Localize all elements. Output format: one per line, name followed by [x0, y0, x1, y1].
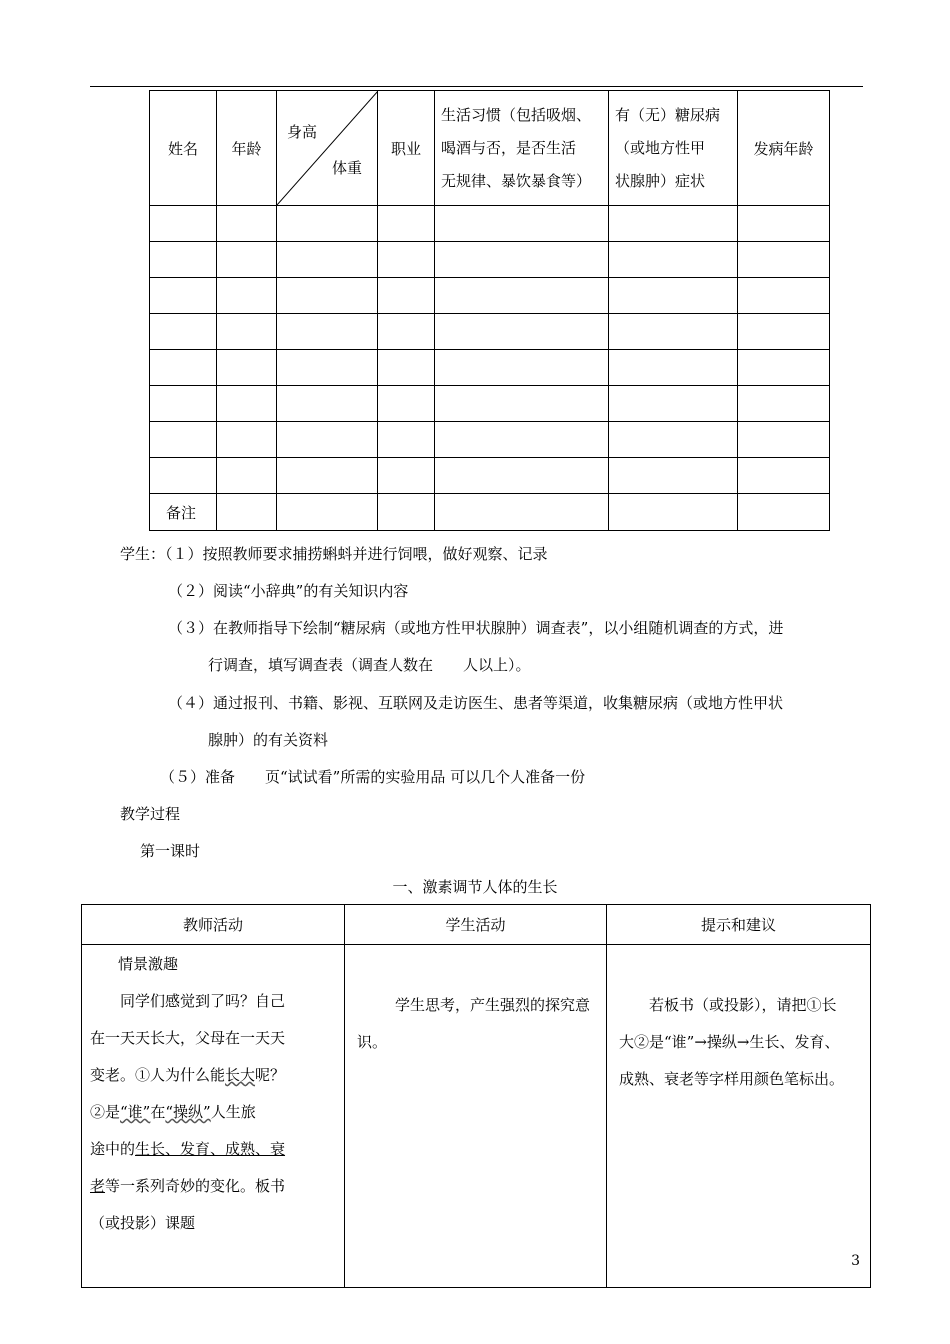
- header-hints: 提示和建议: [607, 905, 871, 945]
- survey-header-row: [150, 91, 830, 206]
- header-height-weight: [277, 91, 378, 206]
- teacher-heading: 情景激趣: [118, 955, 179, 973]
- table-row: [150, 314, 830, 350]
- header-habits-line: 无规律、暴饮暴食等）: [441, 171, 592, 190]
- teacher-text: 变老。①人为什么能长大呢？: [90, 1066, 286, 1084]
- header-job: 职业: [378, 91, 435, 206]
- activity-header-row: [82, 905, 871, 945]
- header-height: 身高: [287, 123, 318, 141]
- header-symptoms-line: （或地方性甲: [615, 138, 706, 157]
- header-rule: [90, 86, 863, 87]
- student-text: 学生思考，产生强烈的探究意: [395, 996, 591, 1014]
- lesson-title: 第一课时: [140, 842, 201, 860]
- table-row: [150, 242, 830, 278]
- header-name: 姓名: [150, 91, 217, 206]
- teacher-text: 在一天天长大，父母在一天天: [90, 1029, 286, 1047]
- student-prep-item-5: （５）准备 页“试试看”所需的实验用品 可以几个人准备一份: [160, 768, 586, 786]
- student-prep-item-3-cont: 行调查，填写调查表（调查人数在 人以上）。: [208, 656, 531, 674]
- student-prep-item-2: （２）阅读“小辞典”的有关知识内容: [168, 582, 409, 600]
- note-label: 备注: [150, 494, 217, 531]
- table-row: [150, 458, 830, 494]
- note-row: [150, 494, 830, 531]
- header-symptoms: [609, 91, 738, 206]
- section-title: 一、激素调节人体的生长: [392, 878, 558, 896]
- activity-table: [81, 904, 871, 1288]
- hint-text: 成熟、衰老等字样用颜色笔标出。: [619, 1070, 845, 1088]
- table-row: [150, 422, 830, 458]
- hint-text: 大②是“谁”→操纵→生长、发育、: [619, 1033, 840, 1051]
- process-title: 教学过程: [120, 805, 181, 823]
- header-teacher-activity: 教师活动: [82, 905, 345, 945]
- student-text: 识。: [357, 1033, 388, 1051]
- teacher-text: 同学们感觉到了吗？自己: [120, 992, 286, 1010]
- hint-cell: [607, 945, 871, 1288]
- student-prep-item-1: 学生：（１）按照教师要求捕捞蝌蚪并进行饲喂，做好观察、记录: [120, 545, 548, 563]
- header-habits-line: 喝酒与否，是否生活: [441, 138, 577, 157]
- page-number: 3: [851, 1253, 860, 1269]
- teacher-activity-cell: [82, 945, 345, 1288]
- header-symptoms-line: 状腺肿）症状: [615, 171, 706, 190]
- header-weight: 体重: [332, 159, 363, 177]
- student-prep-item-4: （４）通过报刊、书籍、影视、互联网及走访医生、患者等渠道，收集糖尿病（或地方性甲状: [168, 694, 784, 712]
- activity-body-row: [82, 945, 871, 1288]
- teacher-text: 老等一系列奇妙的变化。板书: [90, 1177, 286, 1195]
- student-activity-cell: [345, 945, 607, 1288]
- table-row: [150, 350, 830, 386]
- hint-text: 若板书（或投影），请把①长: [649, 996, 837, 1014]
- header-habits-line: 生活习惯（包括吸烟、: [441, 105, 592, 124]
- teacher-text: 途中的生长、发育、成熟、衰: [90, 1140, 286, 1158]
- table-row: [150, 386, 830, 422]
- header-age: 年龄: [217, 91, 277, 206]
- header-student-activity: 学生活动: [345, 905, 607, 945]
- teacher-text: ②是“谁”在“操纵”人生旅: [90, 1103, 256, 1121]
- header-onset-age: 发病年龄: [738, 91, 830, 206]
- teacher-text: （或投影）课题: [90, 1214, 196, 1232]
- diabetes-survey-table: [149, 90, 830, 531]
- student-prep-item-4-cont: 腺肿）的有关资料: [208, 731, 329, 749]
- table-row: [150, 206, 830, 242]
- header-symptoms-line: 有（无）糖尿病: [615, 105, 721, 124]
- student-prep-item-3: （３）在教师指导下绘制“糖尿病（或地方性甲状腺肿）调查表”，以小组随机调查的方式，进: [168, 619, 784, 637]
- diagonal-divider: [277, 91, 378, 205]
- table-row: [150, 278, 830, 314]
- header-habits: [435, 91, 609, 206]
